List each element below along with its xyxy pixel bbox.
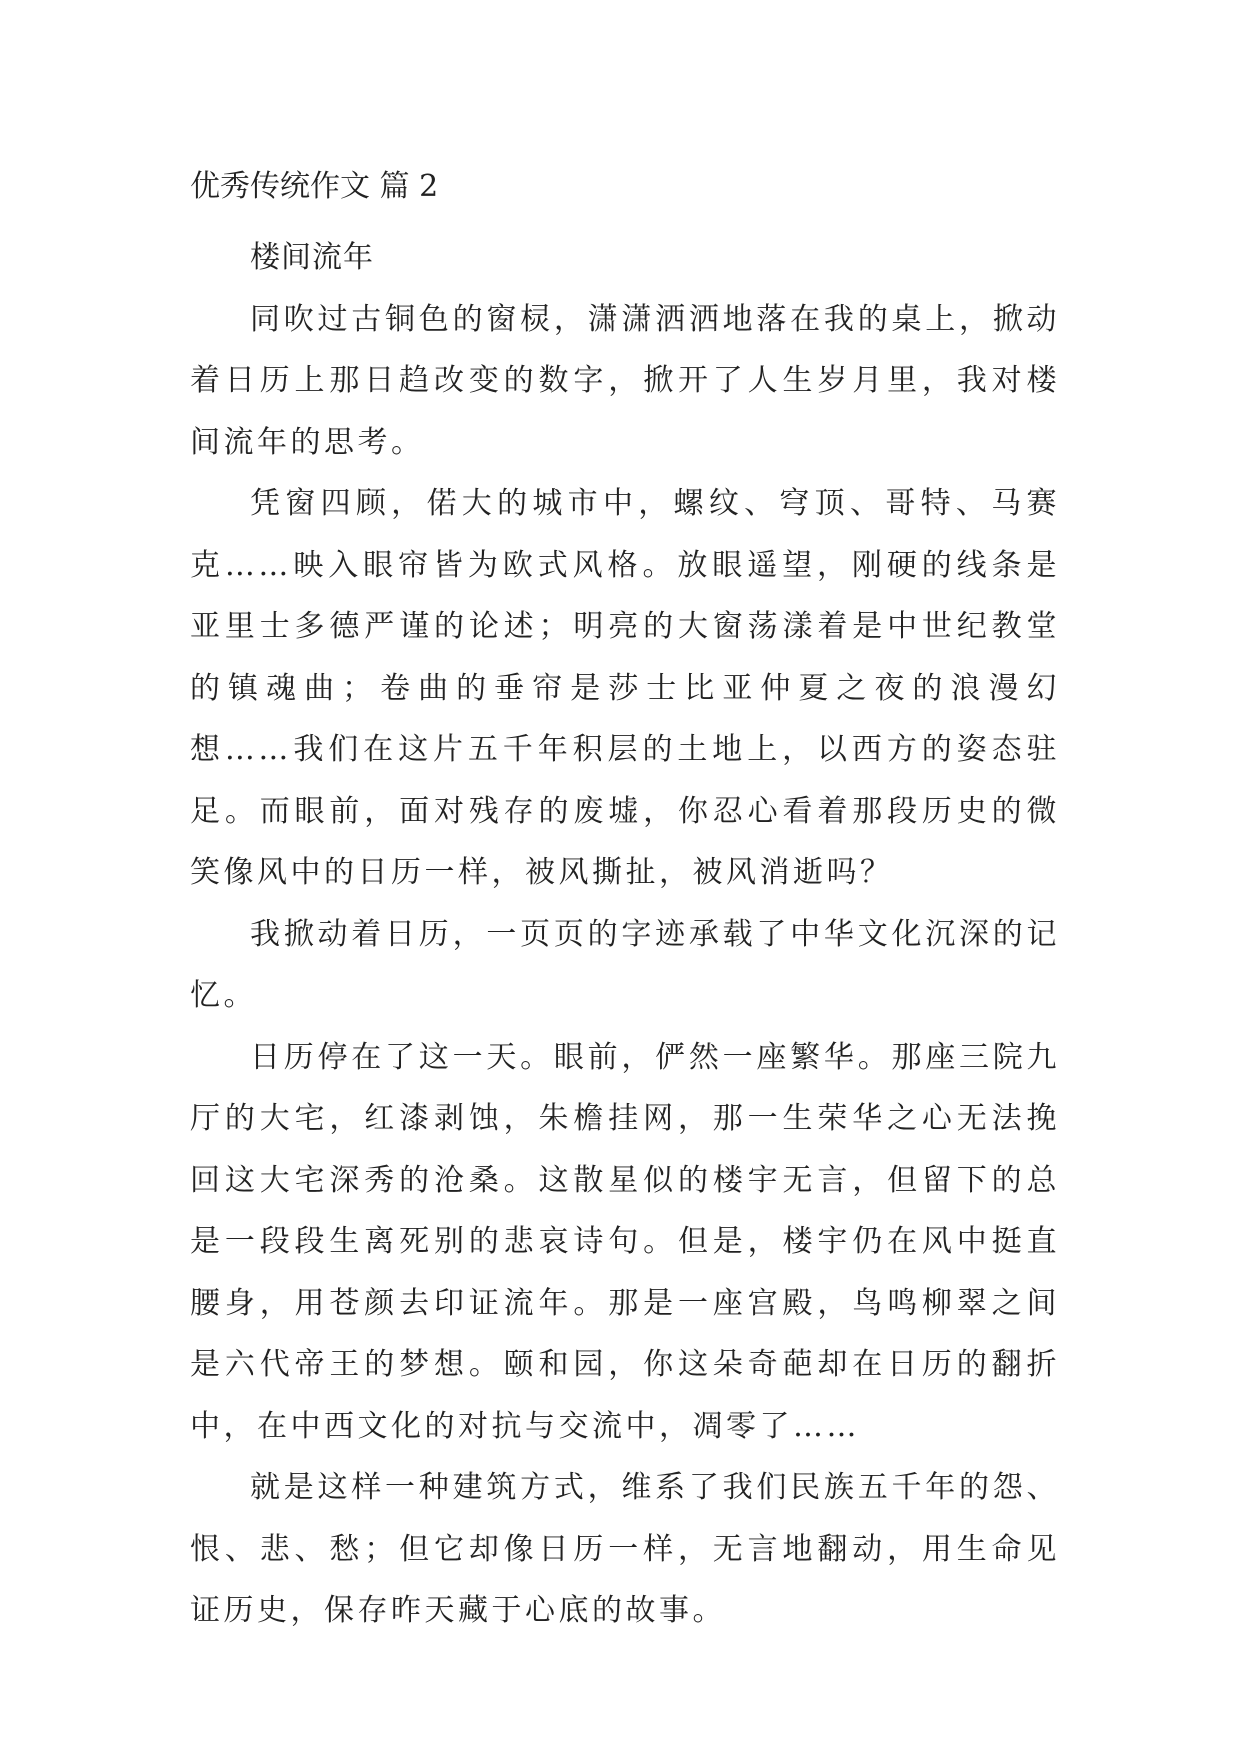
paragraph-2: 凭窗四顾，偌大的城市中，螺纹、穹顶、哥特、马赛克……映入眼帘皆为欧式风格。放眼遥望，刚硬的线条是亚里士多德严谨的论述；明亮的大窗荡漾着是中世纪教堂的镇魂曲；卷曲的垂帘是莎士比亚仲夏之夜的浪漫幻想……我们在这片五千年积层的土地上，以西方的姿态驻足。而眼前，面对残存的废墟，你忍心看着那段历史的微笑像风中的日历一样，被风撕扯，被风消逝吗？ bbox=[190, 486, 1060, 890]
document-title: 优秀传统作文 篇 2 bbox=[190, 169, 439, 204]
paragraph-5: 就是这样一种建筑方式，维系了我们民族五千年的怨、恨、悲、愁；但它却像日历一样，无言地翻动，用生命见证历史，保存昨天藏于心底的故事。 bbox=[190, 1470, 1060, 1628]
paragraph-1: 同吹过古铜色的窗棂，潇潇洒洒地落在我的桌上，掀动着日历上那日趋改变的数字，掀开了人生岁月里，我对楼间流年的思考。 bbox=[190, 301, 1060, 460]
document-body bbox=[190, 166, 1060, 1642]
paragraph-3: 我掀动着日历，一页页的字迹承载了中华文化沉深的记忆。 bbox=[190, 916, 1060, 1013]
paragraph-4: 日历停在了这一天。眼前，俨然一座繁华。那座三院九厅的大宅，红漆剥蚀，朱檐挂网，那一生荣华之心无法挽回这大宅深秀的沧桑。这散星似的楼宇无言，但留下的总是一段段生离死别的悲哀诗句。但是，楼宇仍在风中挺直腰身，用苍颜去印证流年。那是一座宫殿，鸟鸣柳翠之间是六代帝王的梦想。颐和园，你这朵奇葩却在日历的翻折中，在中西文化的对抗与交流中，凋零了…… bbox=[190, 1039, 1060, 1444]
essay-title: 楼间流年 bbox=[250, 240, 374, 275]
